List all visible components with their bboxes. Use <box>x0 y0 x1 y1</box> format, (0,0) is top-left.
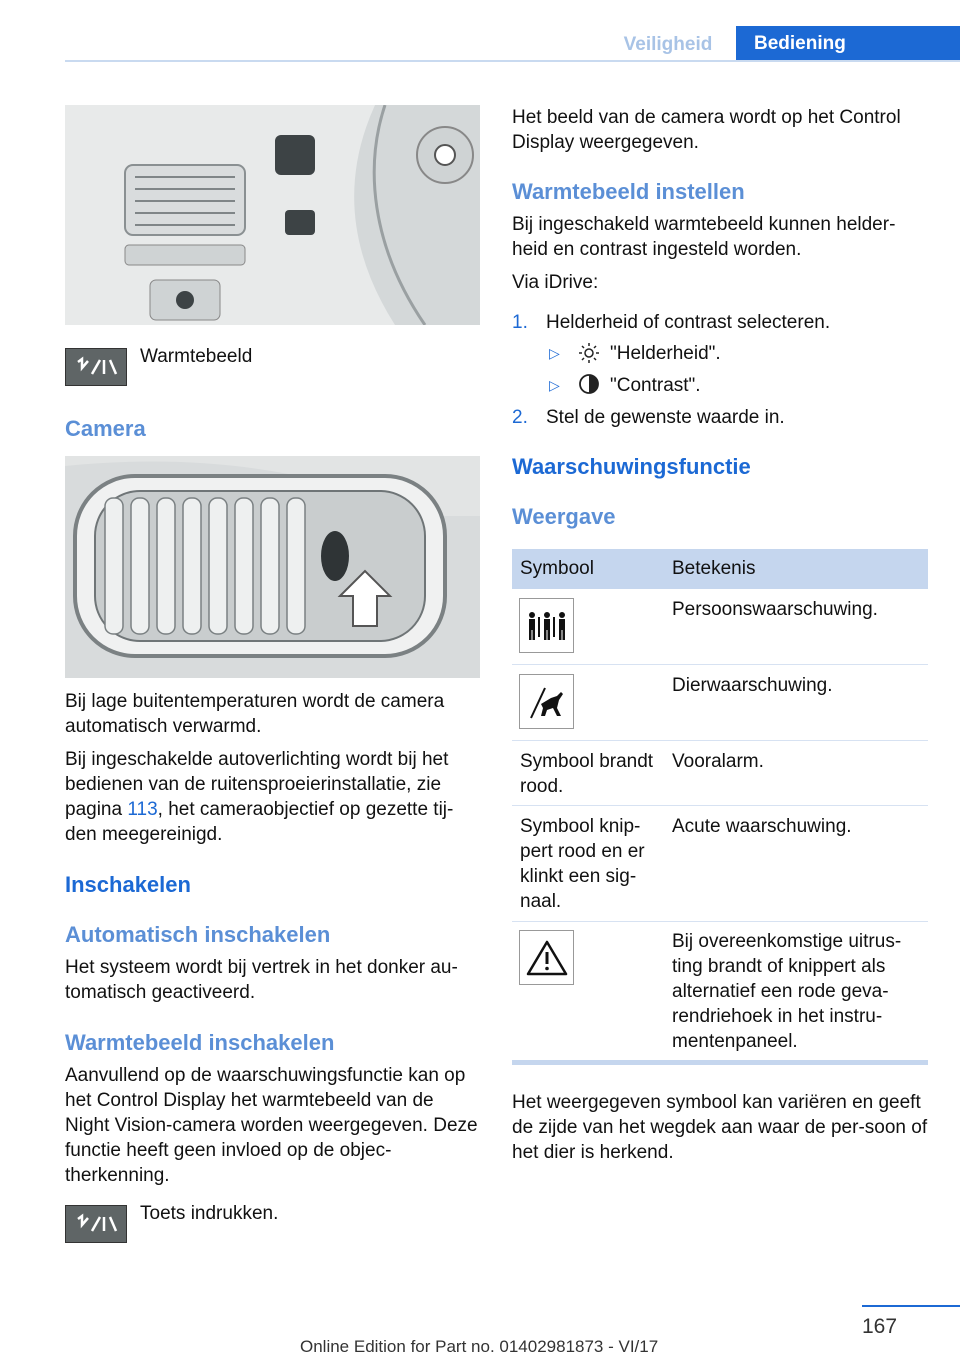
tab-safety[interactable]: Veiligheid <box>623 34 713 55</box>
grille-camera-image <box>65 456 480 678</box>
tab-operation[interactable]: Bediening <box>736 26 960 62</box>
row-meaning: Vooralarm. <box>672 751 764 772</box>
thermal-image-button-icon <box>65 348 127 386</box>
row-divider <box>512 921 928 922</box>
row-meaning: Persoonswaarschuwing. <box>672 599 878 620</box>
row-meaning: Acute waarschuwing. <box>672 816 852 837</box>
row-symbol: Symbool knip-pert rood en er klinkt een sig-naal. <box>520 816 645 912</box>
heading-camera: Camera <box>65 416 146 441</box>
warning-triangle-icon <box>519 930 574 985</box>
step2-number: 2. <box>512 407 528 428</box>
row-meaning: Bij overeenkomstige uitrus-ting brandt of knippert als alternatief een rode geva-rendriehoek in het instru-mentenpaneel. <box>672 931 902 1052</box>
thermal-on-text: Aanvullend op de waarschuwingsfunctie kan op het Control Display het warmtebeeld van de Night Vision-camera worden weergegeven. Deze functie heeft geen invloed op de objec-therkenning. <box>65 1065 478 1186</box>
brightness-option: "Helderheid". <box>610 343 721 364</box>
page-number: 167 <box>862 1315 898 1338</box>
camera-heating-text: Bij lage buitentemperaturen wordt de camera automatisch verwarmd. <box>65 691 445 737</box>
header-divider <box>65 60 960 62</box>
bullet-arrow-icon: ▷ <box>549 377 560 393</box>
contrast-option: "Contrast". <box>610 375 701 396</box>
contrast-icon <box>578 373 600 400</box>
set-thermal-text: Bij ingeschakeld warmtebeeld kunnen helder-heid en contrast ingesteld worden. <box>512 214 896 260</box>
row-symbol: Symbool brandt rood. <box>520 751 654 797</box>
heading-automatic: Automatisch inschakelen <box>65 922 331 947</box>
animal-warning-icon <box>519 674 574 729</box>
heading-display: Weergave <box>512 504 616 529</box>
heading-switch-on: Inschakelen <box>65 872 191 897</box>
camera-cleaning-text-a: Bij ingeschakelde autoverlichting wordt bij het bedienen van de ruitensproeierinstallatie, zie pagina <box>65 749 449 820</box>
brightness-icon <box>578 342 600 369</box>
camera-display-text: Het beeld van de camera wordt op het Control Display weergegeven. <box>512 107 901 153</box>
dashboard-image <box>65 105 480 325</box>
row-divider <box>512 805 928 806</box>
page-link-113[interactable]: 113 <box>127 799 158 820</box>
automatic-text: Het systeem wordt bij vertrek in het donker au-tomatisch geactiveerd. <box>65 957 458 1003</box>
heading-set-thermal: Warmtebeeld instellen <box>512 179 745 204</box>
camera-cleaning-text-b: , het cameraobjectief op gezette tij-den meegereinigd. <box>65 799 454 845</box>
person-warning-icon <box>519 598 574 653</box>
edition-footer: Online Edition for Part no. 01402981873 - VI/17 <box>300 1337 659 1356</box>
row-divider <box>512 740 928 741</box>
thermal-image-button-icon-2 <box>65 1205 127 1243</box>
camera-cleaning-text <box>65 747 480 847</box>
step1-number: 1. <box>512 312 528 333</box>
heading-thermal-on: Warmtebeeld inschakelen <box>65 1030 335 1055</box>
via-idrive-text: Via iDrive: <box>512 272 599 293</box>
press-button-text: Toets indrukken. <box>140 1203 279 1224</box>
symbol-varies-text: Het weergegeven symbool kan variëren en geeft de zijde van het wegdek aan waar de per-soon of het dier is herkend. <box>512 1092 928 1163</box>
thermal-image-caption: Warmtebeeld <box>140 346 253 367</box>
col-symbol-header: Symbool <box>520 558 594 579</box>
bullet-arrow-icon: ▷ <box>549 345 560 361</box>
col-meaning-header: Betekenis <box>672 558 756 579</box>
step1-text: Helderheid of contrast selecteren. <box>546 312 831 333</box>
heading-warning-function: Waarschuwingsfunctie <box>512 454 751 479</box>
step2-text: Stel de gewenste waarde in. <box>546 407 785 428</box>
footer-divider <box>862 1305 960 1307</box>
table-bottom-bar <box>512 1060 928 1065</box>
row-divider <box>512 664 928 665</box>
row-meaning: Dierwaarschuwing. <box>672 675 833 696</box>
